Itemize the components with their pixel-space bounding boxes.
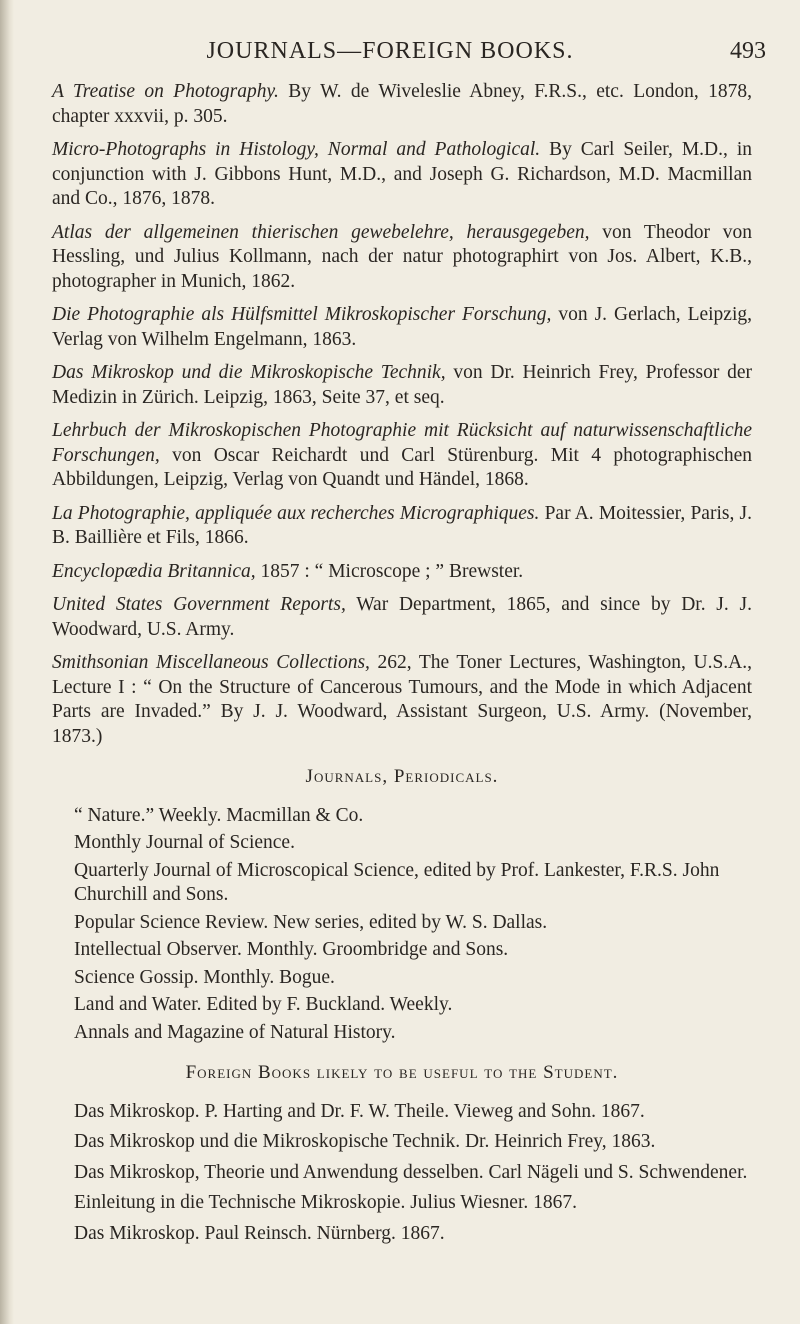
book-item: Das Mikroskop, Theorie und Anwendung desselben. Carl Nägeli und S. Schwendener. xyxy=(74,1161,748,1183)
book-item: Das Mikroskop und die Mikroskopische Technik. Dr. Heinrich Frey, 1863. xyxy=(74,1131,656,1152)
journal-item: Quarterly Journal of Microscopical Science, edited by Prof. Lankester, F.R.S. John Churchill and Sons. xyxy=(74,859,720,905)
reference-entry: Smithsonian Miscellaneous Collections, 262, The Toner Lectures, Washington, U.S.A., Lecture I : “ On the Structure of Cancerous Tumours, and the Mode in which Adjacent Parts are Invaded.” By J. J. Woodward, Assistant Surgeon, U.S. Army. (November, 1873.) xyxy=(52,652,752,747)
running-header xyxy=(0,38,800,72)
reference-entry: Die Photographie als Hülfsmittel Mikroskopischer Forschung, von J. Gerlach, Leipzig, Verlag von Wilhelm Engelmann, 1863. xyxy=(52,304,753,350)
page-body xyxy=(52,80,752,1252)
reference-entry: A Treatise on Photography. By W. de Wiveleslie Abney, F.R.S., etc. London, 1878, chapter xxxvii, p. 305. xyxy=(52,81,752,127)
reference-entry: Das Mikroskop und die Mikroskopische Technik, von Dr. Heinrich Frey, Professor der Medizin in Zürich. Leipzig, 1863, Seite 37, et seq. xyxy=(52,362,752,408)
foreign-books-list xyxy=(52,1100,752,1247)
journal-item: Annals and Magazine of Natural History. xyxy=(74,1021,396,1043)
journal-list xyxy=(52,804,752,1046)
journals-heading: Journals, Periodicals. xyxy=(305,766,499,787)
book-item: Einleitung in die Technische Mikroskopie. Julius Wiesner. 1867. xyxy=(74,1192,577,1213)
reference-entry: Atlas der allgemeinen thierischen gewebelehre, herausgegeben, von Theodor von Hessling, und Julius Kollmann, nach der natur photographirt von Jos. Albert, K.B., photographer in Munich, 1862. xyxy=(52,221,752,292)
journal-item: Monthly Journal of Science. xyxy=(74,832,295,853)
reference-entry: Encyclopædia Britannica, 1857 : “ Microscope ; ” Brewster. xyxy=(52,560,524,582)
running-title: JOURNALS—FOREIGN BOOKS. xyxy=(206,38,574,64)
book-item: Das Mikroskop. P. Harting and Dr. F. W. Theile. Vieweg and Sohn. 1867. xyxy=(74,1100,645,1122)
journal-item: Popular Science Review. New series, edited by W. S. Dallas. xyxy=(74,911,548,933)
reference-entry: Micro-Photographs in Histology, Normal and Pathological. By Carl Seiler, M.D., in conjunction with J. Gibbons Hunt, M.D., and Joseph G. Richardson, M.D. Macmillan and Co., 1876, 1878. xyxy=(52,139,752,209)
journal-item: Intellectual Observer. Monthly. Groombridge and Sons. xyxy=(74,939,509,960)
page-number: 493 xyxy=(730,38,766,64)
reference-entry: United States Government Reports, War Department, 1865, and since by Dr. J. J. Woodward, U.S. Army. xyxy=(52,594,752,640)
page-gutter-shadow xyxy=(0,0,14,1324)
reference-entry: Lehrbuch der Mikroskopischen Photographie mit Rücksicht auf naturwissenschaftliche Forschungen, von Oscar Reichardt und Carl Stürenburg. Mit 4 photographischen Abbildungen, Leipzig, Verlag von Quandt und Händel, 1868. xyxy=(52,420,752,490)
foreign-books-heading: Foreign Books likely to be useful to the Student. xyxy=(185,1062,619,1083)
book-item: Das Mikroskop. Paul Reinsch. Nürnberg. 1867. xyxy=(74,1222,445,1244)
reference-entry: La Photographie, appliquée aux recherches Micrographiques. Par A. Moitessier, Paris, J. B. Baillière et Fils, 1866. xyxy=(52,502,752,548)
journal-item: Science Gossip. Monthly. Bogue. xyxy=(74,966,335,988)
journal-item: Land and Water. Edited by F. Buckland. Weekly. xyxy=(74,994,453,1015)
reference-list xyxy=(52,80,752,749)
journal-item: “ Nature.” Weekly. Macmillan & Co. xyxy=(74,804,364,826)
